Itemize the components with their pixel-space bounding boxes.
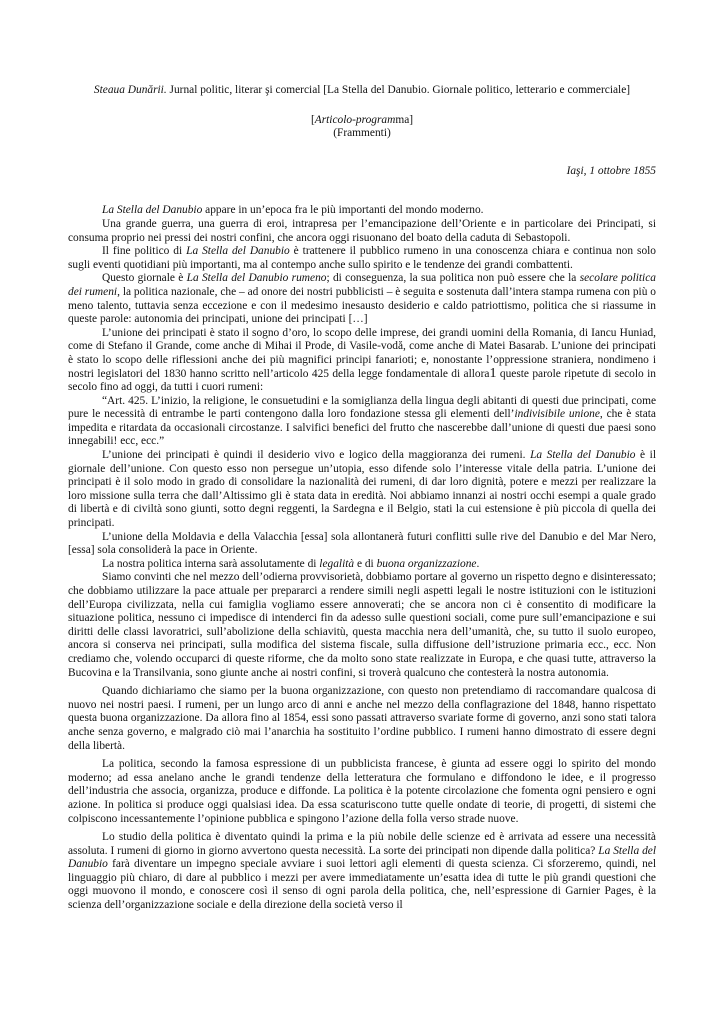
source-subtitle: Jurnal politic, literar şi comercial [La Stella del Danubio. Giornale politico, letterario e commerciale] xyxy=(166,84,631,96)
quotation-art-425: “Art. 425. L’inizio, la religione, le consuetudini e la somiglianza della lingua degli abitanti di questi due principati, come pure le necessità di entrambe le parti contengono dalla loro fondazione stessa gli elementi dell’indivisibile unione, che è stata impedita e ritardata da occasionali circostanze. I salvifici benefici del frutto che nascerebbe dall’unione di questi due paesi sono innegabili! ecc, ecc.” xyxy=(68,394,656,448)
fragments-label: (Frammenti) xyxy=(333,127,391,140)
newspaper-name: Steaua Dunării. xyxy=(93,84,167,96)
paragraph-7: L’unione della Moldavia e della Valacchia [essa] sola allontanerà futuri conflitti sulle rive del Danubio e del Mar Nero, [essa] sola consoliderà la pace in Oriente. xyxy=(68,530,656,557)
paragraph-2: Una grande guerra, una guerra di eroi, intrapresa per l’emancipazione dell’Oriente e in particolare dei Principati, si consuma proprio nei pressi dei nostri confini, che ancora oggi risuonano del boato della caduta di Sebastopoli. xyxy=(68,217,656,244)
paragraph-11: La politica, secondo la famosa espressione di un pubblicista francese, è giunta ad essere oggi lo spirito del mondo moderno; ad essa anelano anche le grandi tendenze della letteratura che formulano e diffondono le idee, e il progresso dell’industria che associa, organizza, produce e diffonde. La politica è la potente circolazione che fomenta ogni pensiero e ogni azione. In politica si produce oggi qualsiasi idea. Da essa scaturiscono tutte quelle ondate di teorie, di progetti, di sistemi che colpiscono incessantemente l’opinione pubblica e spingono l’azione della folla verso strade nuove. xyxy=(68,758,656,825)
paragraph-3: Il fine politico di La Stella del Danubio è trattenere il pubblico rumeno in una conoscenza chiara e continua non solo sugli eventi quotidiani più importanti, ma al contempo anche sullo spirito e le tendenze dei grandi combattenti. xyxy=(68,245,657,271)
document-page xyxy=(68,76,656,913)
paragraph-9: Siamo convinti che nel mezzo dell’odierna provvisorietà, dobbiamo portare al governo un rispetto degno e disinteressato; che dobbiamo utilizzare la pace attuale per prepararci a rendere simili negli aspetti legali le nostre istituzioni con le istituzioni dell’Europa civilizzata, nella cui famiglia vogliamo essere annoverati; che se ancora non ci è consentito di modificare la situazione politica, nessuno ci impedisce di intenderci fin da adesso sulle questioni sociali, come pure sull’emancipazione e sui diritti delle classi lavoratrici, sull’abolizione della schiavitù, questa macchia nera dell’umanità, che, su tutto il suolo europeo, ancora si conserva nei principati, sulla modifica del sistema fiscale, sulla diffusione dell’istruzione primaria ecc., ecc. Non crediamo che, volendo occuparci di queste riforme, che da molto sono state realizzate in Europa, e che quasi tutte, attraverso la Bucovina e la Transilvania, sono giunte anche ai nostri confini, si troverà qualcuno che contesterà la nostra autonomia. xyxy=(68,571,656,679)
paragraph-4: Questo giornale è La Stella del Danubio rumeno; di conseguenza, la sua politica non può essere che la secolare politica dei rumeni, la politica nazionale, che – ad onore dei nostri pubblicisti – è seguita e sostenuta dall’intera stampa rumena con più o meno talento, tuttavia senza eccezione e con il medesimo inesausto desiderio e caldo patriottismo, politica che si riassume in queste parole: autonomia dei principati, unione dei principati […] xyxy=(68,272,656,326)
article-title: [Articolo-programma] xyxy=(310,113,414,126)
paragraph-10: Quando dichiariamo che siamo per la buona organizzazione, con questo non pretendiamo di raccomandare qualcosa di nuovo nei nostri paesi. I rumeni, per un lungo arco di anni e anche nel mezzo della conflagrazione del 1848, hanno rispettato questa buona organizzazione. Da allora fino al 1854, essi sono passati attraverso svariate forme di governo, anzi sono stati talora anche senza governo, e malgrado ciò mai l’anarchia ha sostituito l’ordine pubblico. I rumeni hanno dimostrato di essere degni della libertà. xyxy=(68,685,656,752)
paragraph-6: L’unione dei principati è quindi il desiderio vivo e logico della maggioranza dei rumeni. La Stella del Danubio è il giornale dell’unione. Con questo esso non persegue un’utopia, esso difende solo l’interesse vitale della patria. L’unione dei principati è il solo modo in grado di consolidare la nazionalità dei rumeni, di dar loro dignità, potere e mezzi per realizzare la loro missione sulla terra che dall’Altissimo gli è stata data in eredità. Noi abbiamo innanzi ai nostri occhi esempi a quale grado di libertà e di civiltà sono giunti, sotto degni reggenti, la Sardegna e il Belgio, stati la cui estensione è più piccola di quella dei principati. xyxy=(68,449,656,530)
paragraph-5: L’unione dei principati è stato il sogno d’oro, lo scopo delle imprese, dei grandi uomini della Romania, di Iancu Huniad, come di Stefano il Grande, come anche di Mihai il Prode, di Vasile-vodă, come anche di Matei Basarab. L’unione dei principati è stato lo scopo delle riflessioni anche dei più magnifici principi fanarioti; e, nonostante l’oppressione straniera, nondimeno i nostri legislatori del 1830 hanno scritto nell’articolo 425 della legge fondamentale di allora1 queste parole ripetute di secolo in secolo fino ad oggi, da tutti i cuori rumeni: xyxy=(68,326,656,394)
footnote-marker[interactable]: 1 xyxy=(489,365,497,381)
paragraph-8: La nostra politica interna sarà assolutamente di legalità e di buona organizzazione. xyxy=(102,557,480,570)
paragraph-12: Lo studio della politica è diventato quindi la prima e la più nobile delle scienze ed è arrivata ad essere una necessità assoluta. I rumeni di giorno in giorno avvertono questa necessità. La sorte dei principati non dipende dalla politica? La Stella del Danubio farà diventare un impegno speciale avviare i suoi lettori agli elementi di questa scienza. Ci sforzeremo, quindi, nel linguaggio più chiaro, di dare al pubblico i mezzi per avere immediatamente un’esatta idea di tutte le più grandi questioni che oggi muovono il mondo, e conoscere così il senso di ogni parola della politica, che, nell’espressione di Garnier Pages, è la scienza dell’organizzazione sociale e della direzione della società verso il xyxy=(68,831,656,912)
source-title xyxy=(68,84,656,98)
paragraph-1: La Stella del Danubio appare in un’epoca fra le più importanti del mondo moderno. xyxy=(102,204,484,217)
dateline: Iaşi, 1 ottobre 1855 xyxy=(566,164,656,177)
